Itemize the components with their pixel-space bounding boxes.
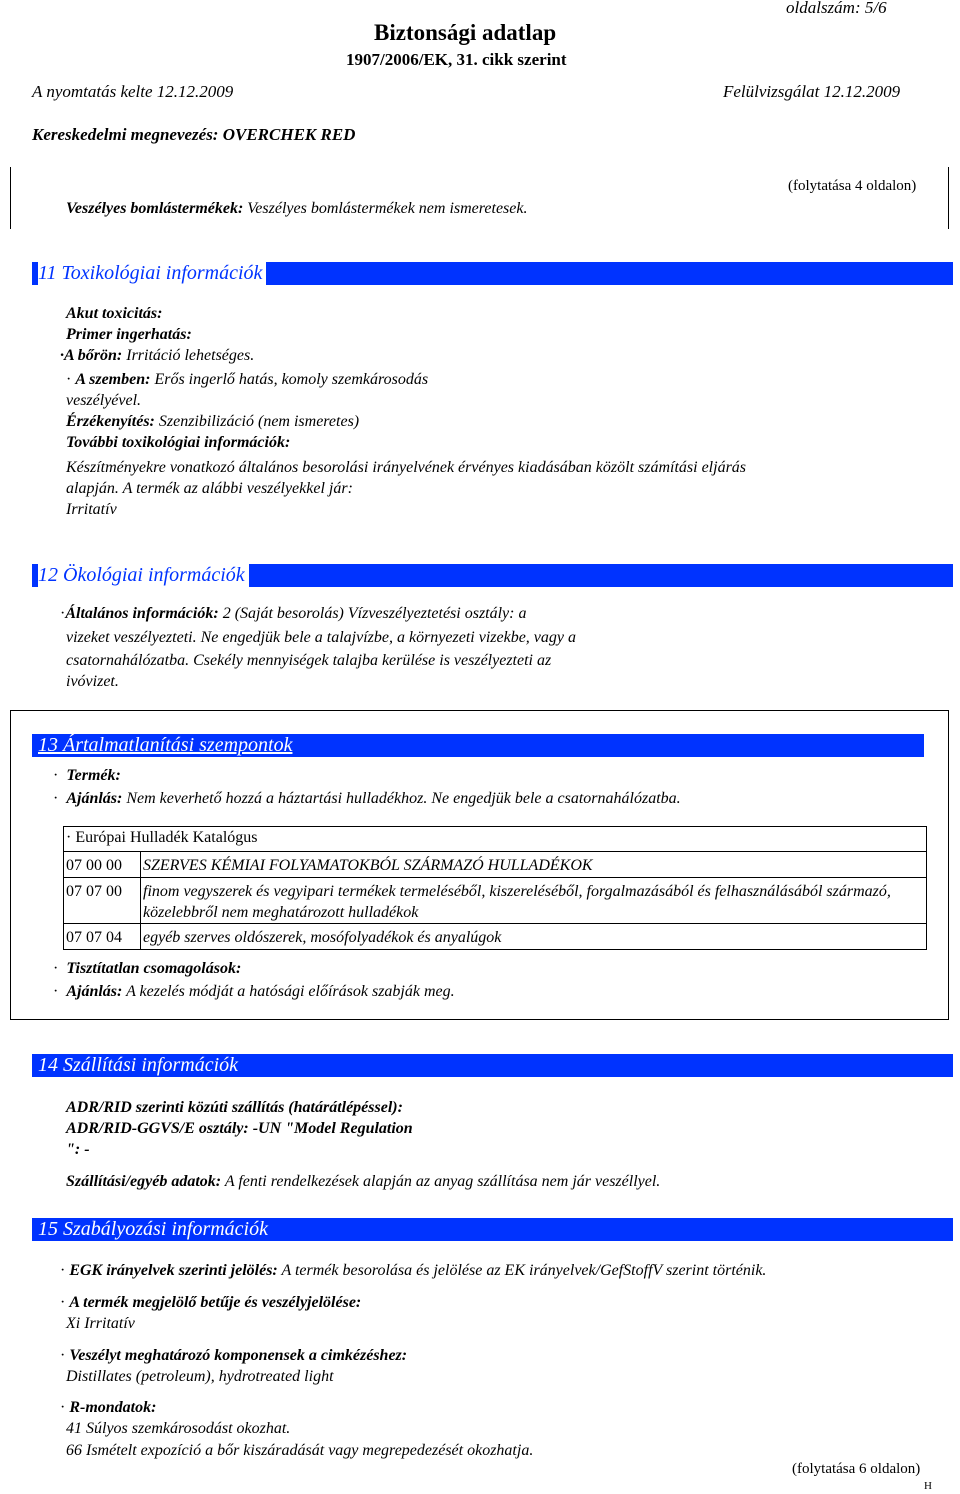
transport-adr-line2: ADR/RID-GGVS/E osztály: -UN "Model Regulation <box>66 1120 413 1137</box>
section-11-title: 11 Toxikológiai információk <box>38 262 266 285</box>
waste-description: finom vegyszerek és vegyipari termékek termeléséből, kiszereléséből, forgalmazásából és felhasználásából származó, közelebbről nem meghatározott hulladékok <box>141 878 927 924</box>
r-phrases-label: · R-mondatok: <box>60 1399 157 1416</box>
hazard-symbol-value: Xi Irritatív <box>66 1315 135 1332</box>
uncleaned-packaging: · Tisztítatlan csomagolások: <box>53 960 242 977</box>
section-13-frame-left <box>10 710 11 1020</box>
uncleaned-recommendation: · Ajánlás: A kezelés módját a hatósági előírások szabják meg. <box>53 983 455 1000</box>
waste-description: egyéb szerves oldószerek, mosófolyadékok és anyalúgok <box>141 924 927 950</box>
left-border <box>10 167 11 229</box>
section-13-frame-bottom <box>10 1019 949 1020</box>
section-12-title: 12 Ökológiai információk <box>38 564 249 587</box>
ecology-line2: vizeket veszélyezteti. Ne engedjük bele a talajvízbe, a környezeti vizekbe, vagy a <box>66 629 577 646</box>
transport-adr-line3: ": - <box>66 1141 90 1158</box>
right-border <box>948 167 949 229</box>
egk-labeling: · EGK irányelvek szerinti jelölés: A termék besorolása és jelölése az EK irányelvek/GefStoffV szerint történik. <box>60 1262 767 1279</box>
table-row <box>64 878 927 924</box>
table-row <box>64 924 927 950</box>
waste-code: 07 00 00 <box>64 852 141 878</box>
primary-irritation-label: Primer ingerhatás: <box>66 326 192 343</box>
revision-date: Felülvizsgálat 12.12.2009 <box>723 82 901 101</box>
section-13-frame-top <box>10 710 949 711</box>
ecology-line3: csatornahálózatba. Csekély mennyiségek talajba kerülése is veszélyezteti az <box>66 652 552 669</box>
waste-catalog-header-row <box>64 827 927 852</box>
page-number: oldalszám: 5/6 <box>786 0 887 17</box>
waste-description: SZERVES KÉMIAI FOLYAMATOKBÓL SZÁRMAZÓ HULLADÉKOK <box>141 852 927 878</box>
disposal-product: · Termék: <box>53 767 121 784</box>
further-toxicology-line2: alapján. A termék az alábbi veszélyekkel jár: <box>66 480 353 497</box>
regulation-reference: 1907/2006/EK, 31. cikk szerint <box>346 50 567 69</box>
corner-mark: H <box>924 1480 932 1492</box>
print-date: A nyomtatás kelte 12.12.2009 <box>32 82 234 101</box>
waste-catalog-table <box>63 826 927 950</box>
further-toxicology-label: További toxikológiai információk: <box>66 434 291 451</box>
r-phrase-66: 66 Ismételt expozíció a bőr kiszáradását vagy megrepedezését okozhatja. <box>66 1442 534 1459</box>
decomposition-value: Veszélyes bomlástermékek nem ismeretesek. <box>247 200 528 217</box>
acute-toxicity-label: Akut toxicitás: <box>66 305 163 322</box>
waste-code: 07 07 04 <box>64 924 141 950</box>
further-toxicology-line3: Irritatív <box>66 501 117 518</box>
ecology-line4: ivóvizet. <box>66 673 119 690</box>
further-toxicology-line1: Készítményekre vonatkozó általános besorolási irányelvének érvényes kiadásában közölt számítási eljárás <box>66 459 747 476</box>
waste-code: 07 07 00 <box>64 878 141 924</box>
eye-effect-cont: veszélyével. <box>66 392 142 409</box>
section-14-title: 14 Szállítási információk <box>38 1054 238 1076</box>
ecology-general: ·Általános információk: 2 (Saját besorolás) Vízveszélyeztetési osztály: a <box>60 605 527 622</box>
continued-on: (folytatása 6 oldalon) <box>792 1461 921 1477</box>
continued-from: (folytatása 4 oldalon) <box>788 178 917 194</box>
r-phrase-41: 41 Súlyos szemkárosodást okozhat. <box>66 1420 291 1437</box>
sensitization: Érzékenyítés: Szenzibilizáció (nem ismeretes) <box>66 413 360 430</box>
section-13-title: 13 Ártalmatlanítási szempontok <box>38 734 293 756</box>
hazard-components-label: · Veszélyt meghatározó komponensek a cimkézéshez: <box>60 1347 408 1364</box>
table-row <box>64 852 927 878</box>
decomposition-label: Veszélyes bomlástermékek: <box>66 200 244 217</box>
section-13-frame-right <box>948 710 949 1020</box>
trade-name: Kereskedelmi megnevezés: OVERCHEK RED <box>32 125 356 144</box>
transport-adr-line1: ADR/RID szerinti közúti szállítás (határátlépéssel): <box>66 1099 403 1116</box>
hazard-symbol-label: · A termék megjelölő betűje és veszélyjelölése: <box>60 1294 362 1311</box>
section-15-title: 15 Szabályozási információk <box>38 1218 268 1240</box>
decomposition-products <box>66 200 527 218</box>
waste-catalog-title: · Európai Hulladék Katalógus <box>64 827 927 852</box>
eye-effect: · A szemben: Erős ingerlő hatás, komoly szemkárosodás <box>66 371 429 388</box>
skin-effect: ·A bőrön: Irritáció lehetséges. <box>60 347 255 364</box>
hazard-components-value: Distillates (petroleum), hydrotreated light <box>66 1368 334 1385</box>
disposal-recommendation: · Ajánlás: Nem keverhető hozzá a háztartási hulladékhoz. Ne engedjük bele a csatornahálózatba. <box>53 790 681 807</box>
document-title: Biztonsági adatlap <box>374 20 557 45</box>
transport-other: Szállítási/egyéb adatok: A fenti rendelkezések alapján az anyag szállítása nem jár veszéllyel. <box>66 1173 661 1190</box>
